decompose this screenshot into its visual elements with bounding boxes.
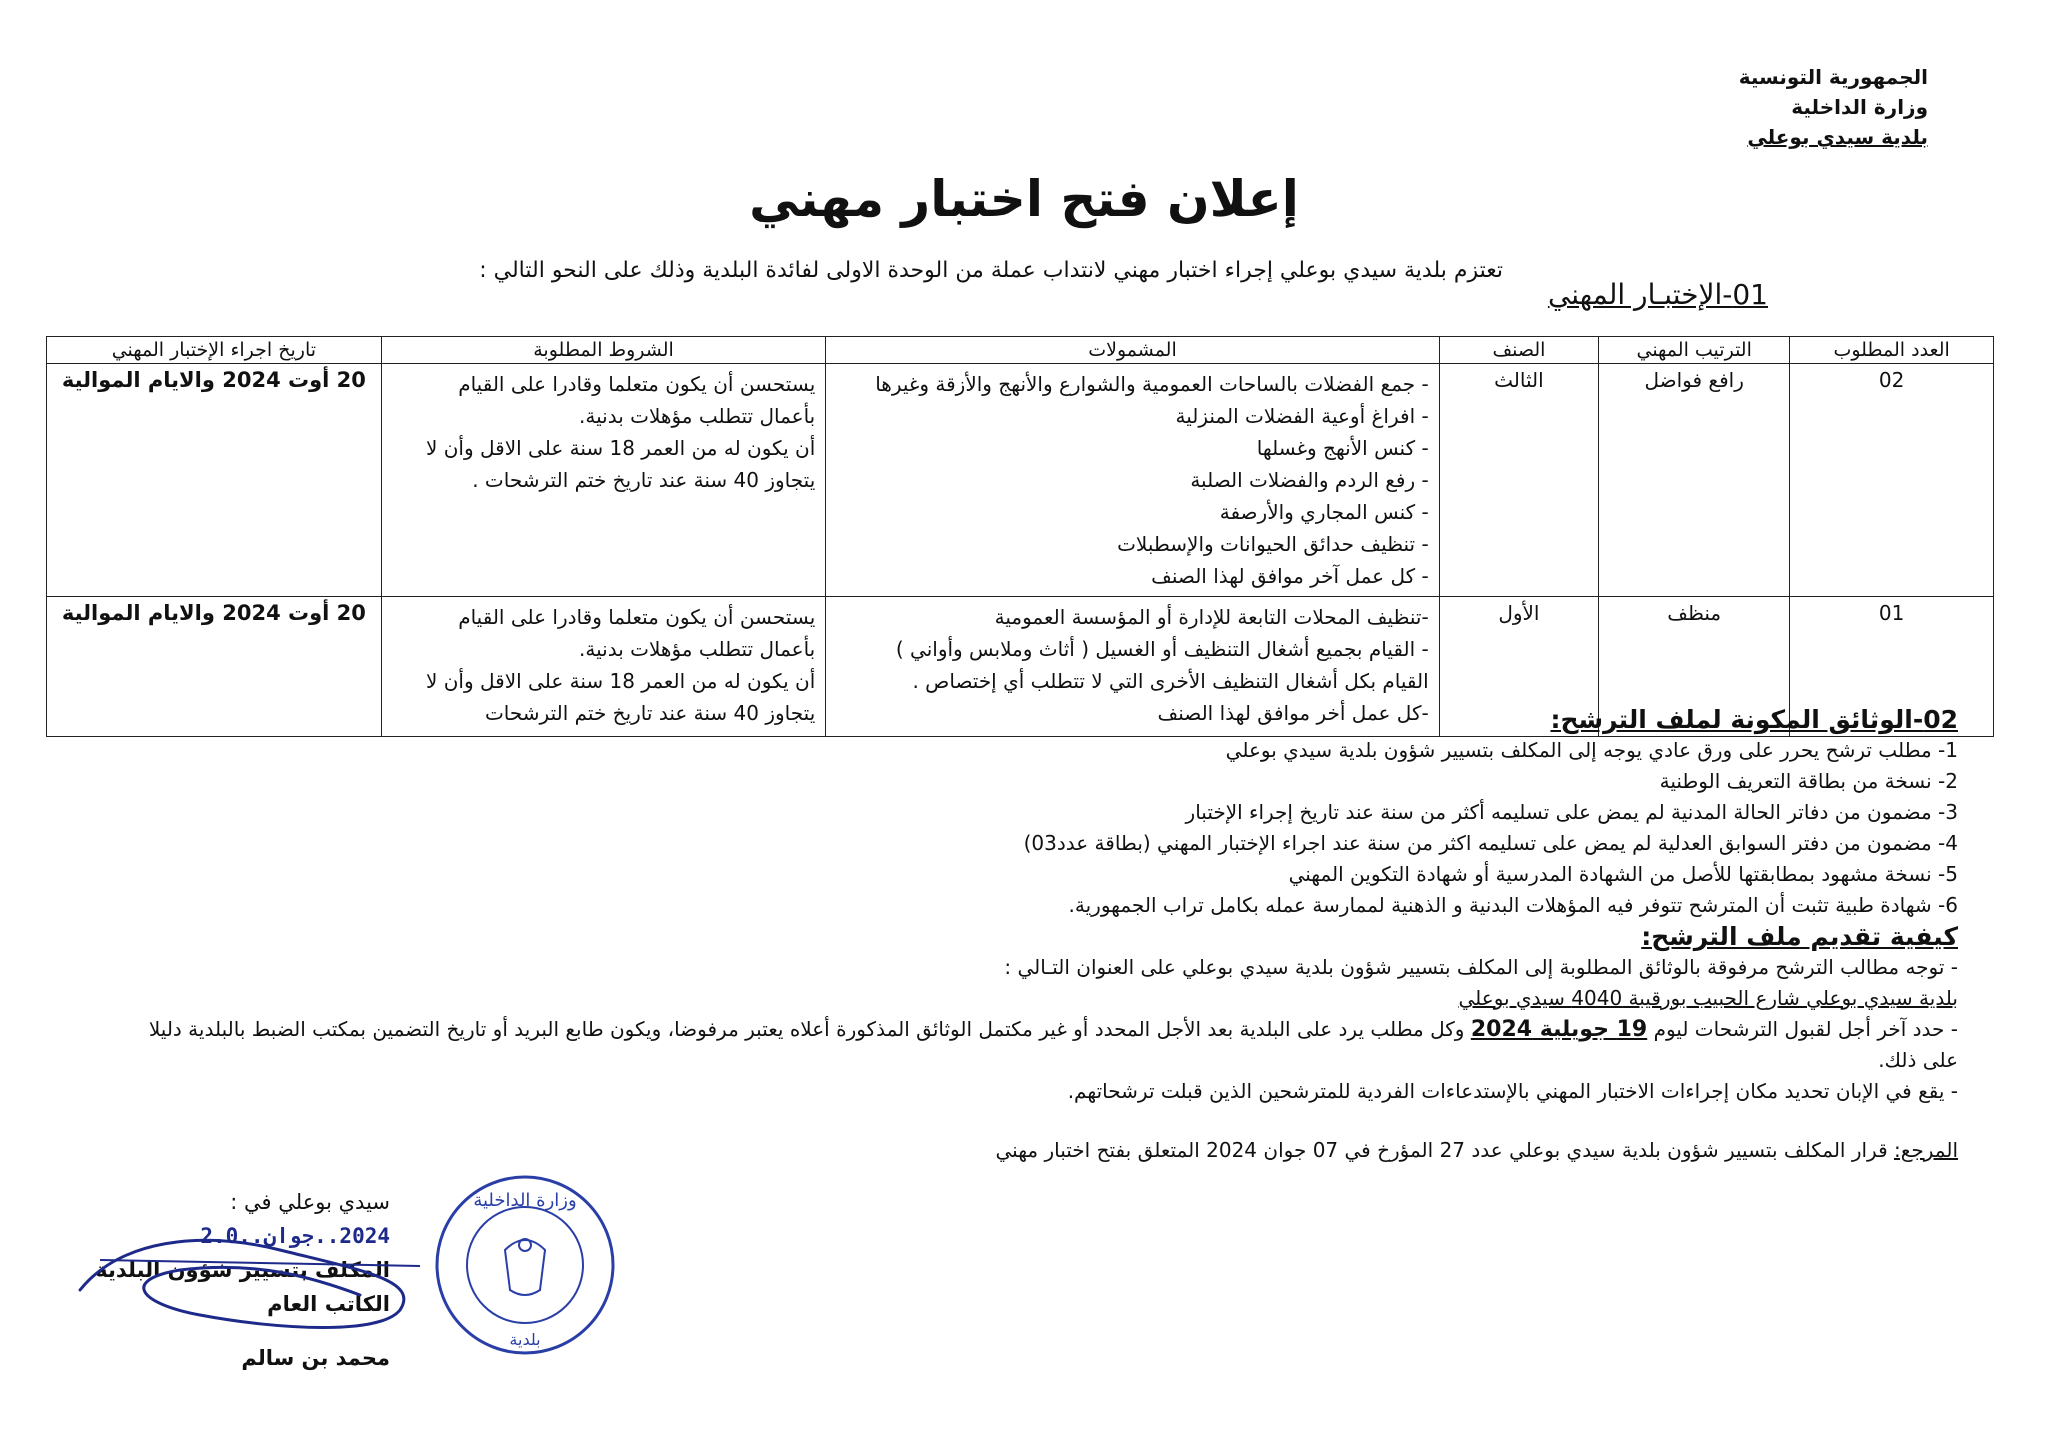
section2-title: 02-الوثائق المكونة لملف الترشح: [1550,705,1958,734]
condition-line: بأعمال تتطلب مؤهلات بدنية. [579,637,816,661]
task-item: - افراغ أوعية الفضلات المنزلية [1175,404,1429,428]
cell-grade: الثالث [1439,364,1598,597]
condition-line: أن يكون له من العمر 18 سنة على الاقل وأن لا [425,436,816,460]
table-header-row [47,337,1994,364]
condition-line: يتجاوز 40 سنة عند تاريخ ختم الترشحات [484,701,816,725]
deadline-before: - حدد آخر أجل لقبول الترشحات ليوم [1653,1017,1958,1041]
task-item: -تنظيف المحلات التابعة للإدارة أو المؤسسة العمومية [994,605,1429,629]
cell-rank: رافع فواضل [1599,364,1790,597]
signature-name: محمد بن سالم [241,1346,390,1370]
deadline-date: 19 جويلية 2024 [1470,1017,1648,1042]
stamp-ring-top: وزارة الداخلية [473,1190,577,1211]
section3-title: كيفية تقديم ملف الترشح: [1641,922,1958,951]
cell-count: 02 [1790,364,1994,597]
col-grade: الصنف [1439,337,1598,364]
section1-title: 01-الإختبـار المهني [1547,278,1768,311]
cell-date: 20 أوت 2024 والايام الموالية [47,597,382,737]
letterhead [1739,62,1928,152]
document-item: 5- نسخة مشهود بمطابقتها للأصل من الشهادة المدرسية أو شهادة التكوين المهني [1288,862,1958,886]
intro-text: تعتزم بلدية سيدي بوعلي إجراء اختبار مهني لانتداب عملة من الوحدة الاولى لفائدة البلدية وذلك على النحو التالي : [479,258,1503,283]
col-conditions: الشروط المطلوبة [381,337,826,364]
reference-line [995,1138,1958,1162]
table-row [47,364,1994,597]
cell-count: 01 [1790,597,1994,737]
task-item: - كنس المجاري والأرصفة [1219,500,1429,524]
notification-line: - يقع في الإبان تحديد مكان إجراءات الاختبار المهني بالإستدعاءات الفردية للمترشحين الذين قبلت ترشحاتهم. [1067,1079,1958,1103]
ministry-name: وزارة الداخلية [1791,95,1928,119]
task-item: - كل عمل آخر موافق لهذا الصنف [1151,564,1429,588]
submission-line: - توجه مطالب الترشح مرفوقة بالوثائق المطلوبة إلى المكلف بتسيير شؤون بلدية سيدي بوعلي على العنوان التـالي : [1004,955,1958,979]
republic-name: الجمهورية التونسية [1738,65,1928,89]
task-item: - رفع الردم والفضلات الصلبة [1190,468,1429,492]
cell-rank: منظف [1599,597,1790,737]
document-item: 1- مطلب ترشح يحرر على ورق عادي يوجه إلى المكلف بتسيير شؤون بلدية سيدي بوعلي [1225,738,1958,762]
task-item: -كل عمل أخر موافق لهذا الصنف [1157,701,1429,725]
municipal-stamp [430,1170,620,1360]
document-item: 4- مضمون من دفتر السوابق العدلية لم يمض على تسليمه اكثر من سنة عند اجراء الإختبار المهني (بطاقة عدد03) [1023,831,1958,855]
document-item: 2- نسخة من بطاقة التعريف الوطنية [1659,769,1958,793]
deadline-paragraph [108,1014,1958,1076]
submission-address: بلدية سيدي بوعلي شارع الحبيب بورقيبة 4040 سيدي بوعلي [1458,986,1958,1010]
condition-line: يستحسن أن يكون متعلما وقادرا على القيام [458,605,816,629]
condition-line: بأعمال تتطلب مؤهلات بدنية. [579,404,816,428]
documents-section [108,704,1958,1107]
col-tasks: المشمولات [826,337,1439,364]
signature-place: سيدي بوعلي في : [230,1190,390,1214]
cell-conditions [381,364,826,597]
task-item: القيام بكل أشغال التنظيف الأخرى التي لا تتطلب أي إختصاص . [912,669,1429,693]
document-item: 3- مضمون من دفاتر الحالة المدنية لم يمض على تسليمه أكثر من سنة عند تاريخ إجراء الإختبار [1185,800,1958,824]
signature-role: المكلف بتسيير شؤون البلدية [95,1258,390,1282]
task-item: - جمع الفضلات بالساحات العمومية والشوارع والأنهج والأزقة وغيرها [875,372,1429,396]
col-date: تاريخ اجراء الإختبار المهني [47,337,382,364]
jobs-table [46,336,1994,737]
task-item: - القيام بجميع أشغال التنظيف أو الغسيل ( أثاث وملابس وأواني ) [895,637,1429,661]
task-item: - تنظيف حدائق الحيوانات والإسطبلات [1117,532,1429,556]
page-title: إعلان فتح اختبار مهني [749,170,1299,228]
deadline-after: وكل مطلب يرد على البلدية بعد الأجل المحدد أو غير مكتمل الوثائق المذكورة أعلاه يعتبر مرفوضا، ويكون طابع البريد أو تاريخ التضمين بمكتب الضبط بالبلدية دليلا على ذلك. [148,1017,1958,1072]
reference-text: قرار المكلف بتسيير شؤون بلدية سيدي بوعلي عدد 27 المؤرخ في 07 جوان 2024 المتعلق بفتح اختبار مهني [995,1138,1888,1162]
reference-label: المرجع: [1894,1138,1958,1162]
condition-line: يستحسن أن يكون متعلما وقادرا على القيام [458,372,816,396]
document-item: 6- شهادة طبية تثبت أن المترشح تتوفر فيه المؤهلات البدنية و الذهنية لممارسة عمله بكامل تراب الجمهورية. [1068,893,1958,917]
signature-date: 2024..جوان..2.0 [200,1224,390,1248]
col-rank: الترتيب المهني [1599,337,1790,364]
stamp-ring-bottom: بلدية [509,1330,541,1349]
municipality-name: بلدية سيدي بوعلي [1747,125,1928,149]
condition-line: يتجاوز 40 سنة عند تاريخ ختم الترشحات . [472,468,816,492]
cell-date: 20 أوت 2024 والايام الموالية [47,364,382,597]
task-item: - كنس الأنهج وغسلها [1256,436,1429,460]
cell-grade: الأول [1439,597,1598,737]
cell-tasks [826,364,1439,597]
col-count: العدد المطلوب [1790,337,1994,364]
handwritten-signature [60,1220,440,1340]
condition-line: أن يكون له من العمر 18 سنة على الاقل وأن لا [425,669,816,693]
signature-title: الكاتب العام [267,1292,390,1316]
